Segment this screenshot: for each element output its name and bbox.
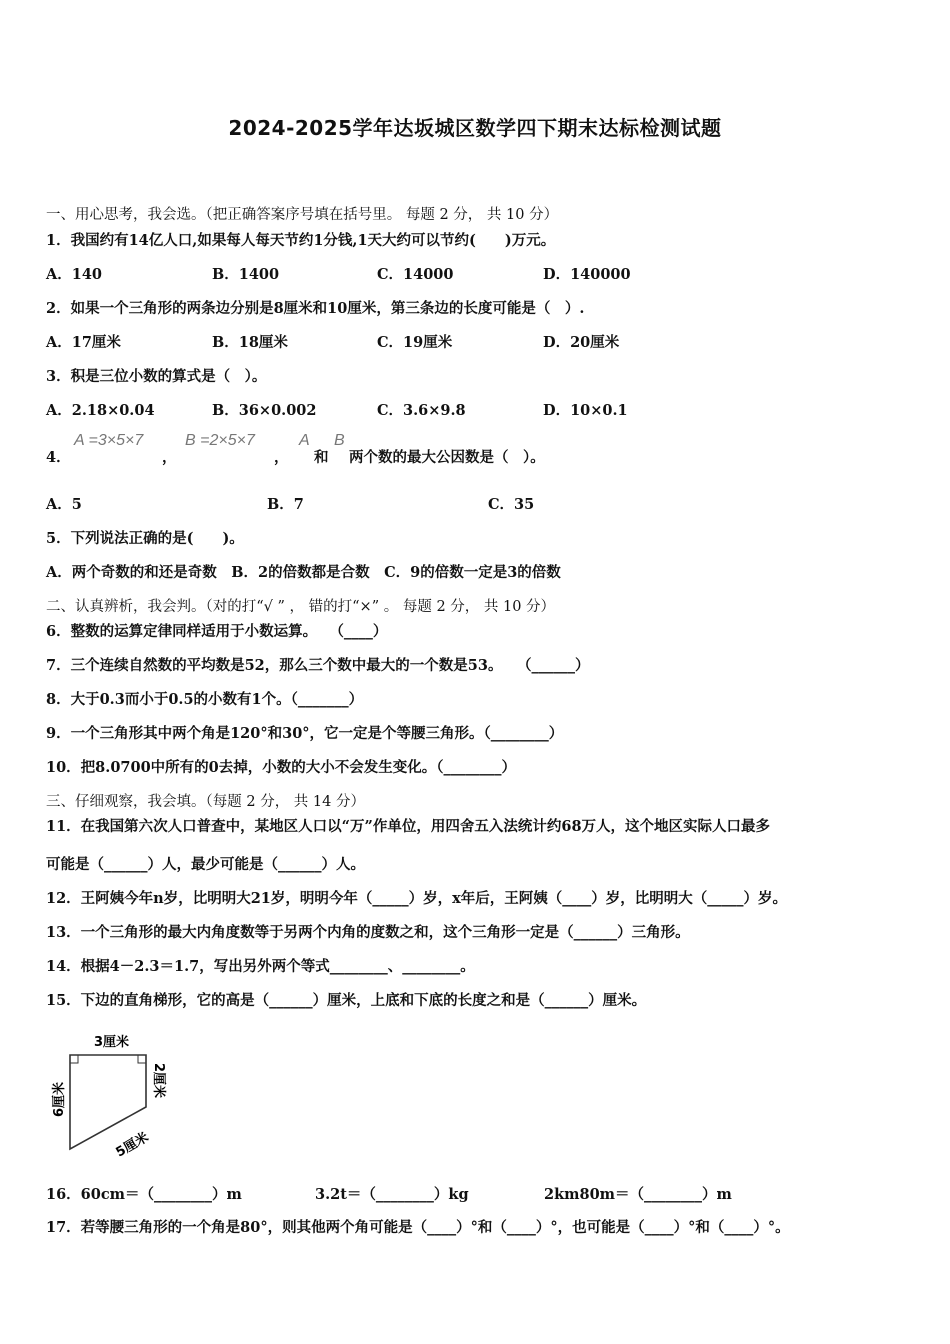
q4-formula-b: B =2×5×7	[185, 432, 255, 449]
question-10: 10．把8.0700中所有的0去掉，小数的大小不会发生变化。（________）	[46, 759, 517, 776]
question-16-part-b: 3.2t＝（________）kg	[315, 1186, 469, 1203]
section-3-heading: 三、仔细观察，我会填。（每题 2 分， 共 14 分）	[46, 794, 365, 810]
right-angle-mark-left	[70, 1055, 78, 1063]
q3-option-a: A．2.18×0.04	[46, 402, 155, 419]
question-2: 2．如果一个三角形的两条边分别是8厘米和10厘米，第三条边的长度可能是（ ）.	[46, 300, 585, 317]
question-3: 3．积是三位小数的算式是（ ）。	[46, 368, 267, 385]
q2-option-b: B．18厘米	[212, 334, 288, 351]
q5-options: A．两个奇数的和还是奇数 B．2的倍数都是合数 C．9的倍数一定是3的倍数	[46, 564, 561, 581]
q4-text: 两个数的最大公因数是（ ）。	[349, 449, 545, 466]
q4-formula-a: A =3×5×7	[74, 432, 144, 449]
question-1: 1．我国约有14亿人口,如果每人每天节约1分钱,1天大约可以节约( )万元。	[46, 232, 556, 249]
page-title: 2024-2025学年达坂城区数学四下期末达标检测试题	[228, 116, 722, 140]
q4-var-b: B	[334, 432, 345, 449]
q4-option-a: A．5	[46, 496, 82, 513]
question-11-line-1: 11．在我国第六次人口普查中，某地区人口以“万”作单位，用四舍五入法统计约68万人，这个地区实际人口最多	[46, 818, 771, 835]
question-11-line-2: 可能是（______）人，最少可能是（______）人。	[46, 856, 365, 873]
q4-and: 和	[314, 449, 329, 466]
q4-option-c: C．35	[488, 496, 535, 513]
q1-option-d: D．140000	[543, 266, 631, 283]
q1-option-a: A．140	[46, 266, 103, 283]
q4-comma-1: ，	[162, 449, 177, 466]
q4-number: 4．	[46, 449, 71, 466]
q4-comma-2: ，	[274, 449, 289, 466]
right-side-label: 2厘米	[151, 1063, 166, 1099]
q3-option-c: C．3.6×9.8	[377, 402, 466, 419]
question-8: 8．大于0.3而小于0.5的小数有1个。（_______）	[46, 691, 364, 708]
question-9: 9．一个三角形其中两个角是120°和30°，它一定是个等腰三角形。（________）	[46, 725, 564, 742]
right-angle-mark-right	[138, 1055, 146, 1063]
q1-option-b: B．1400	[212, 266, 280, 283]
top-side-label: 3厘米	[94, 1035, 130, 1050]
question-16-part-a: 16．60cm＝（________）m	[46, 1186, 242, 1203]
q2-option-d: D．20厘米	[543, 334, 620, 351]
section-1-heading: 一、用心思考，我会选。（把正确答案序号填在括号里。 每题 2 分， 共 10 分）	[46, 207, 559, 223]
question-14: 14．根据4－2.3＝1.7，写出另外两个等式________、________。	[46, 958, 475, 975]
q4-var-a: A	[299, 432, 310, 449]
q3-option-d: D．10×0.1	[543, 402, 628, 419]
right-trapezoid-figure	[44, 1025, 184, 1165]
question-16-part-c: 2km80m＝（________）m	[544, 1186, 732, 1203]
question-5: 5．下列说法正确的是( )。	[46, 530, 244, 547]
q3-option-b: B．36×0.002	[212, 402, 317, 419]
section-2-heading: 二、认真辨析，我会判。（对的打“√ ” ， 错的打“×” 。 每题 2 分， 共 10 分）	[46, 599, 556, 615]
q2-option-c: C．19厘米	[377, 334, 453, 351]
question-6: 6．整数的运算定律同样适用于小数运算。 （____）	[46, 623, 388, 640]
q1-option-c: C．14000	[377, 266, 454, 283]
q4-option-b: B．7	[267, 496, 304, 513]
q2-option-a: A．17厘米	[46, 334, 121, 351]
question-7: 7．三个连续自然数的平均数是52，那么三个数中最大的一个数是53。 （______）	[46, 657, 590, 674]
question-17: 17．若等腰三角形的一个角是80°，则其他两个角可能是（____）°和（____）°，也可能是（____）°和（____）°。	[46, 1219, 790, 1236]
slant-side-label: 5厘米	[113, 1129, 152, 1161]
question-13: 13．一个三角形的最大内角度数等于另两个内角的度数之和，这个三角形一定是（______）三角形。	[46, 924, 690, 941]
question-15: 15．下边的直角梯形，它的高是（______）厘米，上底和下底的长度之和是（______）厘米。	[46, 992, 647, 1009]
left-side-label: 6厘米	[52, 1081, 67, 1117]
question-12: 12．王阿姨今年n岁，比明明大21岁，明明今年（_____）岁，x年后，王阿姨（____）岁，比明明大（_____）岁。	[46, 890, 788, 907]
